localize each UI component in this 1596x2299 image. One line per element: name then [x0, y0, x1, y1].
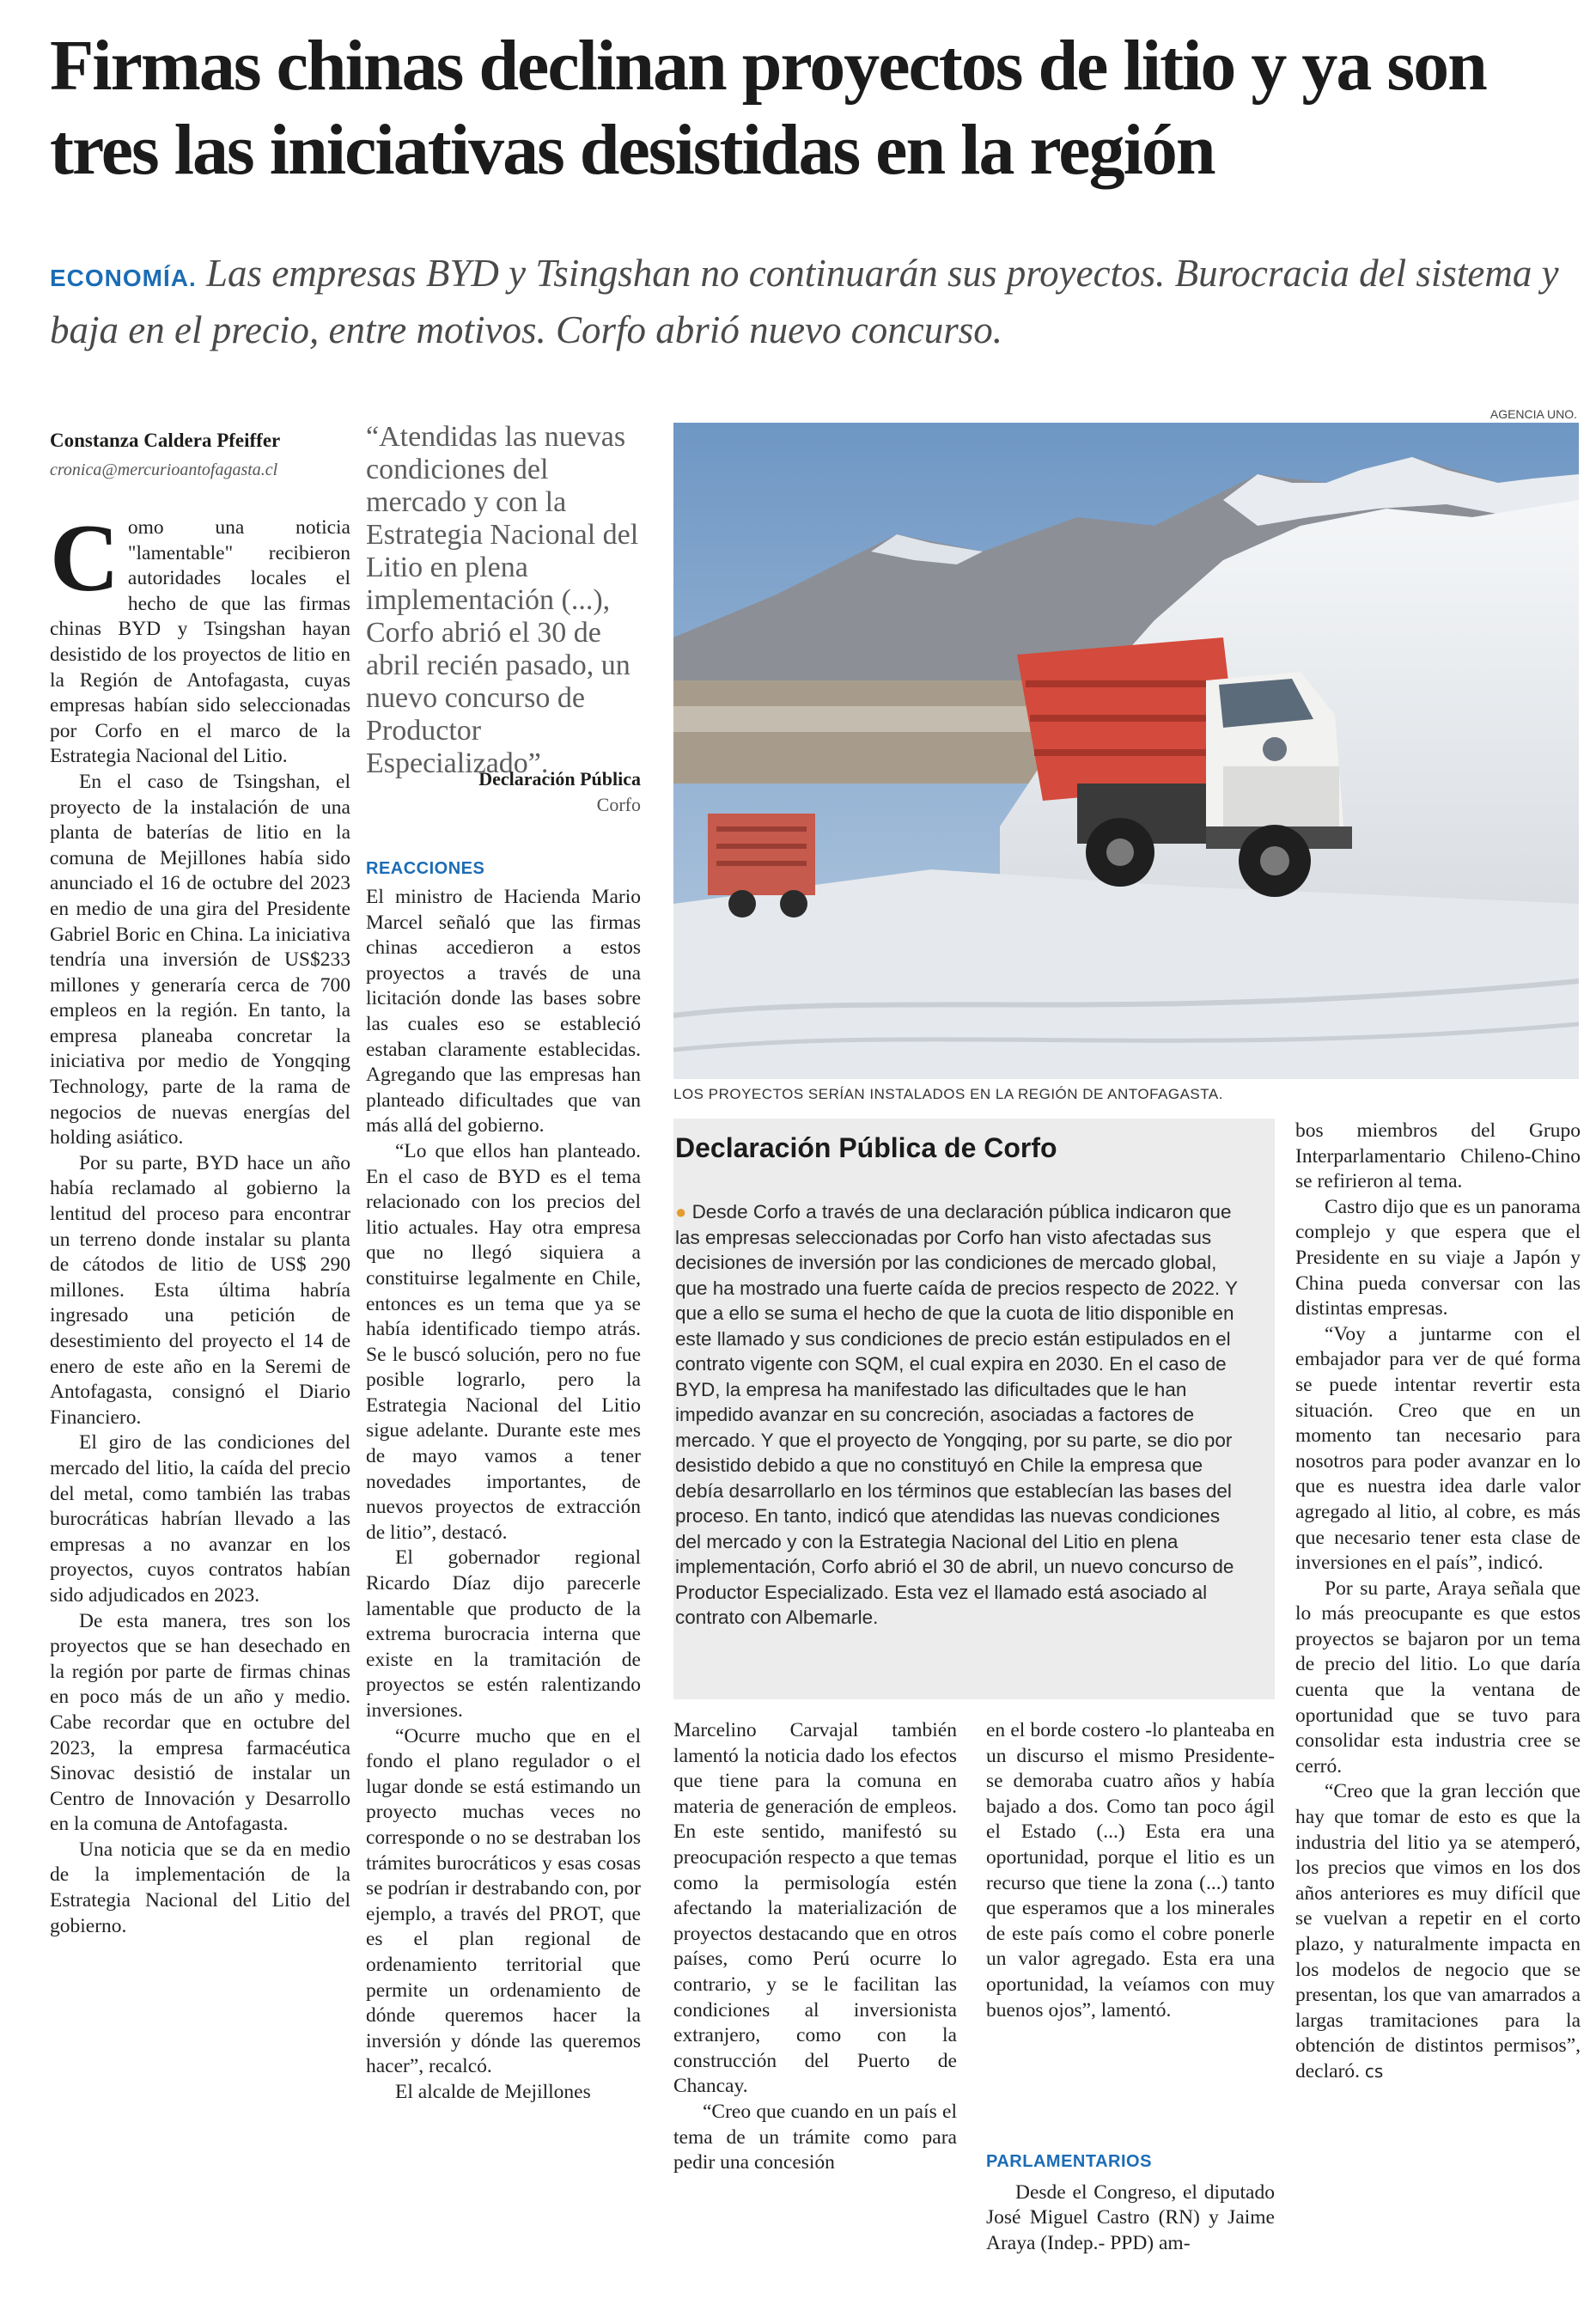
- paragraph: bos miembros del Grupo Interparlamentario Chileno-Chino se refirieron al tema.: [1295, 1119, 1581, 1193]
- section-tag: ECONOMÍA.: [50, 265, 197, 291]
- paragraph: “Lo que ellos han planteado. En el caso de BYD es el tema relacionado con los precios del litio actuales. Hay otra empresa que no llegó siquiera a constituirse legalmente en Chile, entonces es un tema que ya se había identificado tiempo atrás. Se le buscó solución, pero no fue posible lograrlo, pero la Estrategia Nacional del Litio sigue adelante. Durante este mes de mayo vamos a tener novedades importantes, de nuevos proyectos de extracción de litio”, destacó.: [366, 1139, 641, 1544]
- paragraph: Por su parte, Araya señala que lo más preocupante es que estos proyectos se bajaron por un tema de precio del litio. Lo que daría cuenta que la ventana de oportunidad que se tuvo para consolidar esta industria cree se cerró.: [1295, 1576, 1581, 1778]
- deck: [50, 247, 1562, 356]
- end-mark-icon: cs: [1364, 2060, 1384, 2082]
- subhead-reacciones: REACCIONES: [366, 859, 485, 878]
- paragraph: De esta manera, tres son los proyectos que se han desechado en la región por parte de firmas chinas en poco más de un año y medio. Cabe recordar que en octubre del 2023, la empresa farmacéutica Sinovac desistió de instalar un Centro de Innovación y Desarrollo en la comuna de Antofagasta.: [50, 1609, 350, 1836]
- sidebar-box-body: Desde Corfo a través de una declaración pública indicaron que las empresas seleccionadas por Corfo han visto afectadas sus decisiones de inversión por las condiciones de mercado global, que ha mostrado una fuerte caída de precios respecto de 2022. Y que a ello se suma el hecho de que la cuota de litio disponible en este llamado y sus condiciones de precio están estipulados en el contrato vigente con SQM, el cual expira en 2030. En el caso de BYD, la empresa ha manifestado las dificultades que le han impedido avanzar en su concreción, asociadas a factores de mercado. Y que el proyecto de Yongqing, por su parte, se dio por desistido debido a que no constituyó en Chile la empresa que debía desarrollarlo en los términos que establecían las bases del proceso. En tanto, indicó que atendidas las nuevas condiciones del mercado y con la Estrategia Nacional del Litio en plena implementación, Corfo abrió el 30 de abril, un nuevo concurso de Productor Especializado. Esta vez el llamado está asociado al contrato con Albemarle.: [675, 1201, 1238, 1628]
- headline: Firmas chinas declinan proyectos de litio y ya son tres las iniciativas desistidas en la región: [50, 26, 1486, 190]
- paragraph: El alcalde de Mejillones: [395, 2080, 591, 2103]
- paragraph: “Voy a juntarme con el embajador para ver de qué forma se puede intentar revertir esta situación. Creo que en un momento tan necesario para nosotros para poder avanzar en lo que es nuestra idea darle valor agregado al litio, al cobre, es más que necesario tener esta clase de inversiones en el país”, indicó.: [1295, 1322, 1581, 1575]
- pull-quote-source-title: Declaración Pública: [478, 768, 641, 790]
- column-3: [673, 1718, 957, 2259]
- paragraph: Por su parte, BYD hace un año había reclamado al gobierno la lentitud del proceso para encontrar un terreno donde instalar su planta de cátodos de litio de US$ 290 millones. Esta última habría ingresado una petición de desestimiento del proyecto el 14 de enero de este año en la Seremi de Antofagasta, consignó el Diario Financiero.: [50, 1151, 350, 1429]
- paragraph: “Ocurre mucho que en el fondo el plano regulador o el lugar donde se está estimando un proyecto muchas veces no corresponde o no se destraban los trámites burocráticos y esas cosas se podrían ir destrabando con, por ejemplo, a través del PROT, que es el plan regional de ordenamiento territorial que permite un ordenamiento de dónde queremos hacer la inversión y dónde las queremos hacer”, recalcó.: [366, 1724, 641, 2078]
- column-4-text: [986, 1718, 1275, 2141]
- paragraph: Desde el Congreso, el diputado José Miguel Castro (RN) y Jaime Araya (Indep.- PPD) am-: [986, 2180, 1275, 2254]
- paragraph: Una noticia que se da en medio de la implementación de la Estrategia Nacional del Litio del gobierno.: [50, 1838, 350, 1937]
- deck-text: Las empresas BYD y Tsingshan no continuarán sus proyectos. Burocracia del sistema y baja en el precio, entre motivos. Corfo abrió nuevo concurso.: [50, 252, 1559, 351]
- subhead-parlamentarios: PARLAMENTARIOS: [986, 2152, 1152, 2171]
- paragraph: “Creo que cuando en un país el tema de un trámite como para pedir una concesión: [673, 2100, 957, 2174]
- column-2: [366, 885, 641, 2259]
- column-5: [1295, 1119, 1581, 2259]
- sidebar-box-text: [675, 1199, 1251, 1631]
- paragraph: Marcelino Carvajal también lamentó la noticia dado los efectos que tiene para la comuna en materia de generación de empleos. En este sentido, manifestó su preocupación respecto a que temas como la permisología estén afectando la materialización de proyectos destacando que en otros países, como Perú ocurre lo contrario, y se le facilitan las condiciones al inversionista extranjero, como con la construcción del Puerto de Chancay.: [673, 1719, 957, 2098]
- paragraph: en el borde costero -lo planteaba en un discurso el mismo Presidente- se demoraba cuatro años y había bajado a dos. Como tan poco ágil el Estado (...) Esta era una oportunidad, porque el litio es un recurso que tiene la zona (...) tanto que esperamos que a los minerales de este país como el cobre ponerle un valor agregado. Esta era una oportunidad, la veíamos con muy buenos ojos”, lamentó.: [986, 1719, 1275, 2022]
- paragraph: “Creo que la gran lección que hay que tomar de esto es que la industria del litio ya se atemperó, los precios que vimos en los dos años anteriores es muy difícil que se vuelvan a repetir en el corto plazo, y naturalmente impacta en los modelos de negocio que se presentan, los que van amarrados a largas tramitaciones para la obtención de distintos permisos”, declaró. cs: [1295, 1780, 1581, 2083]
- paragraph: En el caso de Tsingshan, el proyecto de la instalación de una planta de baterías de litio en la comuna de Mejillones había sido anunciado el 16 de octubre del 2023 en medio de una gira del Presidente Gabriel Boric en China. La iniciativa tendría una inversión de US$233 millones y generaría cerca de 700 empleos en la región. En tanto, la empresa planeaba concretar la iniciativa por medio de Yongqing Technology, parte de la rama de negocios de nuevas energías del holding asiático.: [50, 770, 350, 1150]
- photo-caption: LOS PROYECTOS SERÍAN INSTALADOS EN LA REGIÓN DE ANTOFAGASTA.: [673, 1086, 1223, 1102]
- paragraph: El gobernador regional Ricardo Díaz dijo parecerle lamentable que producto de la extrema burocracia interna que existe en la tramitación de proyectos se estén ralentizando inversiones.: [366, 1546, 641, 1722]
- pull-quote-source-org: Corfo: [596, 794, 641, 815]
- article-photo: [673, 423, 1579, 1079]
- byline-email[interactable]: cronica@mercurioantofagasta.cl: [50, 460, 278, 479]
- pull-quote-source: [366, 766, 641, 818]
- bullet-icon: ●: [675, 1201, 687, 1223]
- column-4: [986, 1718, 1275, 2259]
- byline-author: Constanza Caldera Pfeiffer: [50, 430, 281, 451]
- drop-cap: C: [50, 515, 119, 612]
- pull-quote: “Atendidas las nuevas condiciones del mercado y con la Estrategia Nacional del Litio en plena implementación (...), Corfo abrió el 30 de abril recién pasado, un nuevo concurso de Productor Especializado”.: [366, 421, 639, 779]
- paragraph: Como una noticia "lamentable" recibieron autoridades locales el hecho de que las firmas chinas BYD y Tsingshan hayan desistido de los proyectos de litio en la Región de Antofagasta, cuyas empresas habían sido seleccionadas por Corfo en el marco de la Estrategia Nacional del Litio.: [50, 515, 350, 768]
- photo-credit: AGENCIA UNO.: [1489, 407, 1577, 421]
- sidebar-box-title: Declaración Pública de Corfo: [675, 1132, 1057, 1163]
- paragraph: El ministro de Hacienda Mario Marcel señaló que las firmas chinas accedieron a estos proyectos a través de una licitación donde las bases sobre las cuales eso se estableció estaban claramente establecidas. Agregando que las empresas han planteado dificultades que van más allá del gobierno.: [366, 886, 641, 1137]
- paragraph: Castro dijo que es un panorama complejo y que espera que el Presidente en su viaje a Japón y China pueda conversar con las distintas empresas.: [1295, 1195, 1581, 1320]
- paragraph: El giro de las condiciones del mercado del litio, la caída del precio del metal, como también las trabas burocráticas habrían llevado a las empresas a no avanzar en los proyectos, cuyos contratos habían sido adjudicados en 2023.: [50, 1431, 350, 1607]
- column-1: [50, 515, 350, 2259]
- photo-illustration: [673, 423, 1579, 1079]
